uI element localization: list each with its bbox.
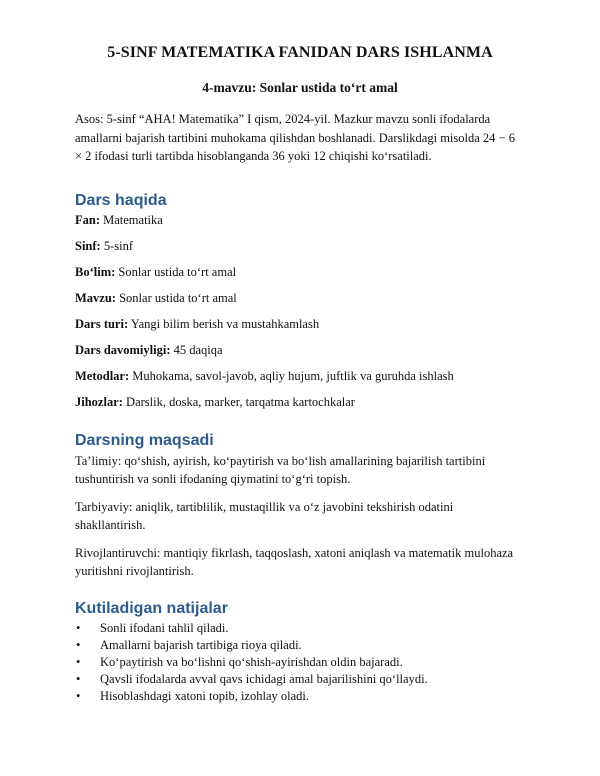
field-label: Bo‘lim: — [75, 264, 116, 279]
field-label: Sinf: — [75, 238, 101, 253]
field-value: 5-sinf — [103, 238, 133, 253]
expected-outcomes-section — [75, 600, 525, 705]
section-heading-outcomes: Kutiladigan natijalar — [75, 599, 228, 617]
list-item-text: Ko‘paytirish va bo‘lishni qo‘shish-ayirishdan oldin bajaradi. — [100, 654, 403, 669]
field-value: 45 daqiqa — [173, 342, 223, 357]
field-value: Darslik, doska, marker, tarqatma kartochkalar — [126, 394, 355, 409]
lesson-info-section — [75, 192, 525, 410]
list-item-text: Amallarni bajarish tartibiga rioya qiladi. — [100, 637, 302, 652]
section-heading-goals: Darsning maqsadi — [75, 431, 214, 449]
lesson-goals-section — [75, 432, 525, 581]
field-label: Dars davomiyligi: — [75, 342, 171, 357]
field-topic — [75, 290, 525, 306]
field-value: Sonlar ustida to‘rt amal — [119, 290, 237, 305]
list-item — [75, 671, 525, 688]
document-subtitle: 4-mavzu: Sonlar ustida to‘rt amal — [202, 80, 398, 95]
field-equipment — [75, 394, 525, 410]
field-value: Yangi bilim berish va mustahkamlash — [130, 316, 320, 331]
field-value: Sonlar ustida to‘rt amal — [118, 264, 237, 279]
bullet-icon: • — [76, 654, 81, 669]
intro-paragraph: Asos: 5-sinf “AHA! Matematika” I qism, 2024-yil. Mazkur mavzu sonli ifodalarda amallarni bajarish tartibini muhokama qilishdan boshlanadi. Darslikdagi misolda 24 − 6 × 2 ifodasi turli tartibda hisoblanganda 36 yoki 12 chiqishi ko‘rsatiladi. — [75, 112, 515, 163]
list-item — [75, 654, 525, 671]
list-item-text: Qavsli ifodalarda avval qavs ichidagi amal bajarilishini qo‘llaydi. — [100, 671, 428, 686]
goal-upbringing: Tarbiyaviy: aniqlik, tartiblilik, mustaqillik va o‘z javobini tekshirish odatini shakllantirish. — [75, 499, 454, 532]
bullet-icon: • — [76, 688, 81, 703]
list-item-text: Hisoblashdagi xatoni topib, izohlay oladi. — [100, 688, 309, 703]
bullet-icon: • — [76, 671, 81, 686]
field-methods — [75, 368, 525, 384]
field-label: Fan: — [75, 212, 100, 227]
field-label: Jihozlar: — [75, 394, 123, 409]
section-heading-lesson-info: Dars haqida — [75, 191, 167, 209]
list-item-text: Sonli ifodani tahlil qiladi. — [100, 620, 229, 635]
field-grade — [75, 238, 525, 254]
goal-educational: Ta’limiy: qo‘shish, ayirish, ko‘paytirish va bo‘lish amallarining bajarilish tartibini tushuntirish va sonli ifodaning qiymatini to‘g‘ri topish. — [75, 453, 486, 486]
list-item — [75, 620, 525, 637]
bullet-icon: • — [76, 620, 81, 635]
bullet-icon: • — [76, 637, 81, 652]
list-item — [75, 637, 525, 654]
field-lesson-type — [75, 316, 525, 332]
list-item — [75, 688, 525, 705]
field-subject — [75, 212, 525, 228]
field-value: Matematika — [103, 212, 163, 227]
goal-developmental: Rivojlantiruvchi: mantiqiy fikrlash, taqqoslash, xatoni aniqlash va matematik mulohaza yuritishni rivojlantirish. — [75, 545, 514, 578]
field-value: Muhokama, savol-javob, aqliy hujum, juftlik va guruhda ishlash — [132, 368, 454, 383]
field-duration — [75, 342, 525, 358]
document-title: 5-SINF MATEMATIKA FANIDAN DARS ISHLANMA — [107, 44, 493, 61]
field-label: Mavzu: — [75, 290, 116, 305]
field-label: Dars turi: — [75, 316, 129, 331]
outcomes-list — [75, 620, 525, 705]
field-label: Metodlar: — [75, 368, 130, 383]
field-chapter — [75, 264, 525, 280]
